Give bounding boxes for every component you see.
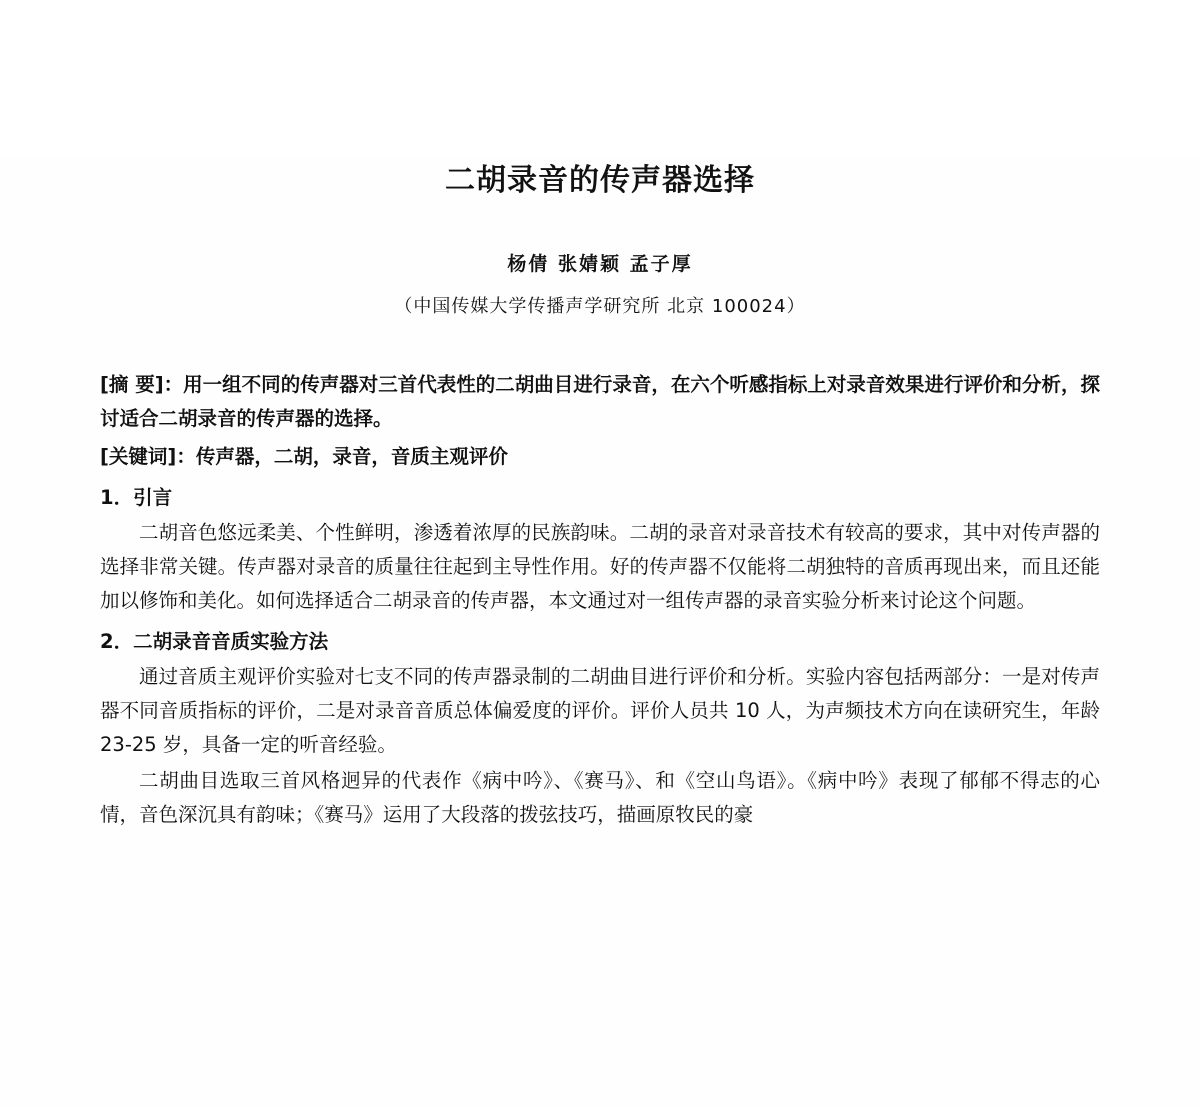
affiliation: （中国传媒大学传播声学研究所 北京 100024） <box>394 296 806 317</box>
paragraph: 二胡曲目选取三首风格迥异的代表作《病中吟》、《赛马》、和《空山鸟语》。《病中吟》表现了郁郁不得志的心情，音色深沉具有韵味；《赛马》运用了大段落的拨弦技巧，描画原牧民的豪 <box>100 769 1100 827</box>
section-method <box>100 625 1100 830</box>
page-title: 二胡录音的传声器选择 <box>445 163 755 198</box>
abstract-text: [摘 要]：用一组不同的传声器对三首代表性的二胡曲目进行录音，在六个听感指标上对录音效果进行评价和分析，探讨适合二胡录音的传声器的选择。 <box>100 373 1100 430</box>
section-heading-1: 1．引言 <box>100 485 173 509</box>
author-list: 杨倩 张婧颖 孟子厚 <box>507 253 693 275</box>
section-heading-2: 2．二胡录音音质实验方法 <box>100 629 329 653</box>
keywords-text: [关键词]：传声器，二胡，录音，音质主观评价 <box>100 445 508 469</box>
document-page <box>0 155 1200 1107</box>
abstract-block <box>100 368 1100 474</box>
paragraph: 二胡音色悠远柔美、个性鲜明，渗透着浓厚的民族韵味。二胡的录音对录音技术有较高的要求，其中对传声器的选择非常关键。传声器对录音的质量往往起到主导性作用。好的传声器不仅能将二胡独特的音质再现出来，而且还能加以修饰和美化。如何选择适合二胡录音的传声器，本文通过对一组传声器的录音实验分析来讨论这个问题。 <box>100 521 1100 612</box>
section-introduction <box>100 481 1100 618</box>
paragraph: 通过音质主观评价实验对七支不同的传声器录制的二胡曲目进行评价和分析。实验内容包括两部分：一是对传声器不同音质指标的评价，二是对录音音质总体偏爱度的评价。评价人员共 10 人，为声频技术方向在读研究生，年龄 23-25 岁，具备一定的听音经验。 <box>100 665 1100 757</box>
